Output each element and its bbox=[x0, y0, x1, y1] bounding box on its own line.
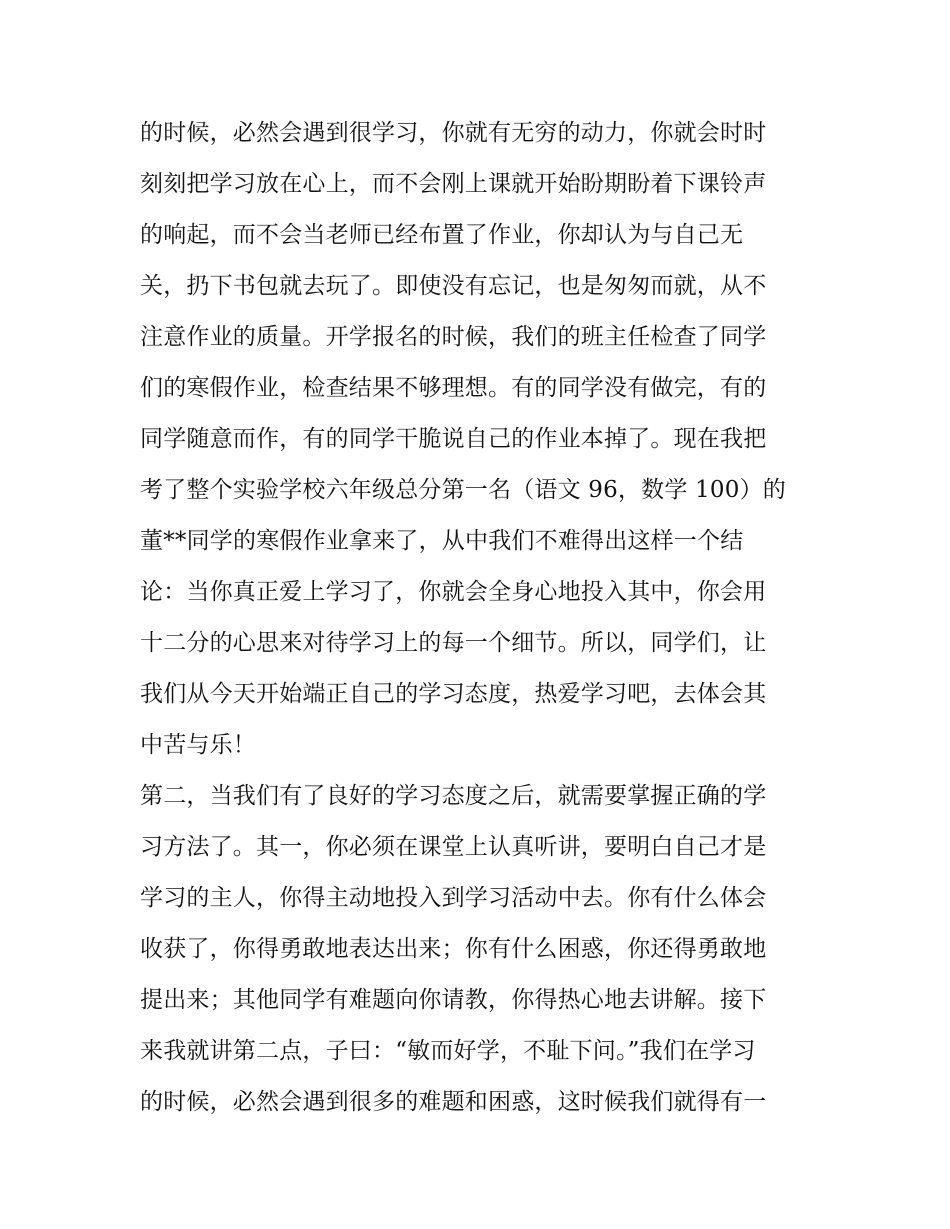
text-line-9: 董**同学的寒假作业拿来了，从中我们不难得出这样一个结 bbox=[140, 528, 744, 554]
text-line-16: 学习的主人，你得主动地投入到学习活动中去。你有什么体会 bbox=[140, 885, 767, 911]
text-line-4: 关，扔下书包就去玩了。即使没有忘记，也是匆匆而就，从不 bbox=[140, 273, 767, 299]
text-line-2: 刻刻把学习放在心上，而不会刚上课就开始盼期盼着下课铃声 bbox=[140, 171, 767, 197]
text-line-10: 论：当你真正爱上学习了，你就会全身心地投入其中，你会用 bbox=[140, 579, 767, 605]
text-line-13: 中苦与乐！ bbox=[140, 732, 256, 758]
text-line-14: 第二，当我们有了良好的学习态度之后，就需要掌握正确的学 bbox=[140, 783, 767, 809]
text-line-17: 收获了，你得勇敢地表达出来；你有什么困惑，你还得勇敢地 bbox=[140, 936, 767, 962]
text-line-18: 提出来；其他同学有难题向你请教，你得热心地去讲解。接下 bbox=[140, 987, 767, 1013]
text-line-12: 我们从今天开始端正自己的学习态度，热爱学习吧，去体会其 bbox=[140, 681, 767, 707]
text-line-15: 习方法了。其一，你必须在课堂上认真听讲，要明白自己才是 bbox=[140, 834, 767, 860]
text-line-5: 注意作业的质量。开学报名的时候，我们的班主任检查了同学 bbox=[140, 324, 767, 350]
text-line-11: 十二分的心思来对待学习上的每一个细节。所以，同学们，让 bbox=[140, 630, 767, 656]
text-line-6: 们的寒假作业，检查结果不够理想。有的同学没有做完，有的 bbox=[140, 375, 767, 401]
text-line-1: 的时候，必然会遇到很学习，你就有无穷的动力，你就会时时 bbox=[140, 120, 767, 146]
text-line-20: 的时候，必然会遇到很多的难题和困惑，这时候我们就得有一 bbox=[140, 1089, 767, 1115]
text-line-3: 的响起，而不会当老师已经布置了作业，你却认为与自己无 bbox=[140, 222, 744, 248]
body-text bbox=[140, 108, 820, 1128]
text-line-8: 考了整个实验学校六年级总分第一名（语文 96，数学 100）的 bbox=[140, 477, 786, 503]
text-line-7: 同学随意而作，有的同学干脆说自己的作业本掉了。现在我把 bbox=[140, 426, 767, 452]
text-line-19: 来我就讲第二点，子曰：“敏而好学，不耻下问。”我们在学习 bbox=[140, 1038, 756, 1064]
